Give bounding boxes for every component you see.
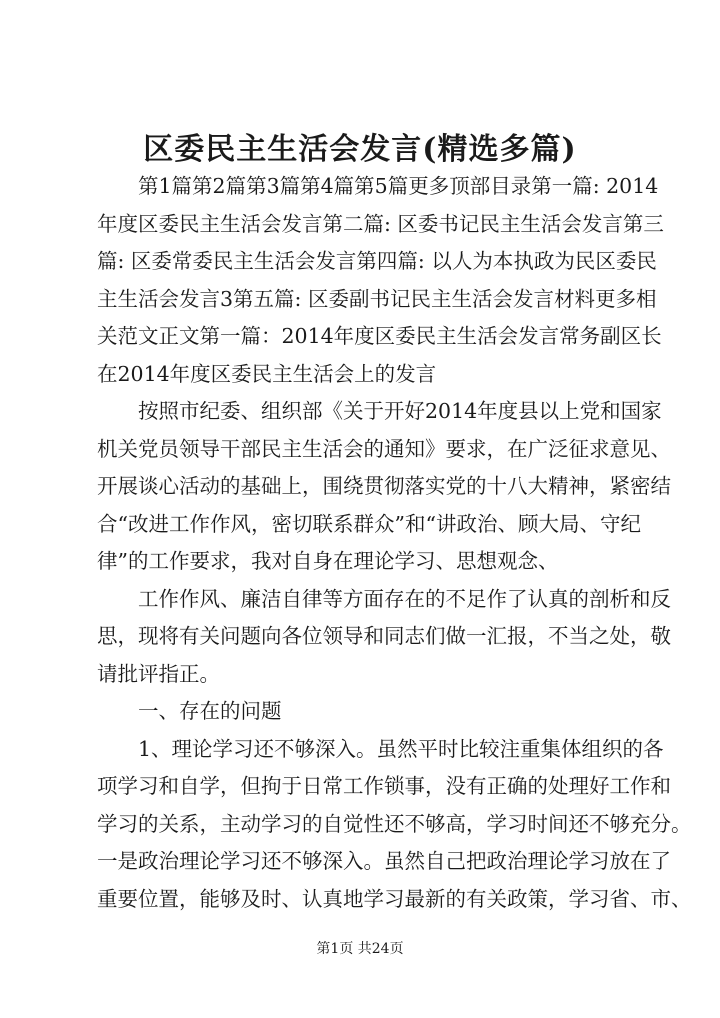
paragraph	[97, 393, 671, 581]
paragraph-line: 年度区委民主生活会发言第二篇: 区委书记民主生活会发言第三	[97, 211, 664, 236]
document-title: 区委民主生活会发言(精选多篇)	[143, 132, 577, 167]
paragraph-line: 机关党员领导干部民主生活会的通知》要求，在广泛征求意见、	[97, 436, 671, 461]
paragraph	[97, 731, 692, 919]
paragraph-line: 篇: 区委常委民主生活会发言第四篇: 以人为本执政为民区委民	[97, 249, 657, 273]
paragraph-line: 律”的工作要求，我对自身在理论学习、思想观念、	[97, 549, 559, 573]
paragraph-line: 一、存在的问题	[138, 699, 282, 723]
paragraph-line: 第1篇第2篇第3篇第4篇第5篇更多顶部目录第一篇: 2014	[138, 174, 659, 198]
page-footer: 第1页 共24页	[316, 941, 404, 957]
paragraph-line: 学习的关系，主动学习的自觉性还不够高，学习时间还不够充分。	[97, 811, 692, 836]
paragraph-line: 项学习和自学，但拘于日常工作锁事，没有正确的处理好工作和	[97, 774, 671, 798]
paragraph-line: 按照市纪委、组织部《关于开好2014年度县以上党和国家	[138, 399, 662, 423]
paragraph	[97, 693, 631, 731]
paragraph	[97, 168, 664, 393]
paragraph-line: 工作作风、廉洁自律等方面存在的不足作了认真的剖析和反	[138, 586, 671, 611]
paragraph-line: 思，现将有关问题向各位领导和同志们做一汇报，不当之处，敬	[97, 624, 671, 648]
paragraph-line: 合“改进工作作风，密切联系群众”和“讲政治、顾大局、守纪	[97, 511, 641, 536]
paragraph-line: 在2014年度区委民主生活会上的发言	[97, 361, 437, 386]
paragraph-line: 重要位置，能够及时、认真地学习最新的有关政策，学习省、市、	[97, 886, 692, 911]
paragraph	[97, 581, 671, 694]
paragraph-line: 关范文正文第一篇：2014年度区委民主生活会发言常务副区长	[97, 324, 662, 348]
paragraph-line: 1、理论学习还不够深入。虽然平时比较注重集体组织的各	[138, 736, 664, 761]
paragraph-line: 主生活会发言3第五篇: 区委副书记民主生活会发言材料更多相	[97, 286, 657, 311]
paragraph-line: 一是政治理论学习还不够深入。虽然自己把政治理论学习放在了	[97, 849, 671, 873]
document-body	[97, 168, 692, 918]
paragraph-line: 开展谈心活动的基础上，围绕贯彻落实党的十八大精神，紧密结	[97, 474, 671, 498]
paragraph-line: 请批评指正。	[97, 661, 220, 686]
